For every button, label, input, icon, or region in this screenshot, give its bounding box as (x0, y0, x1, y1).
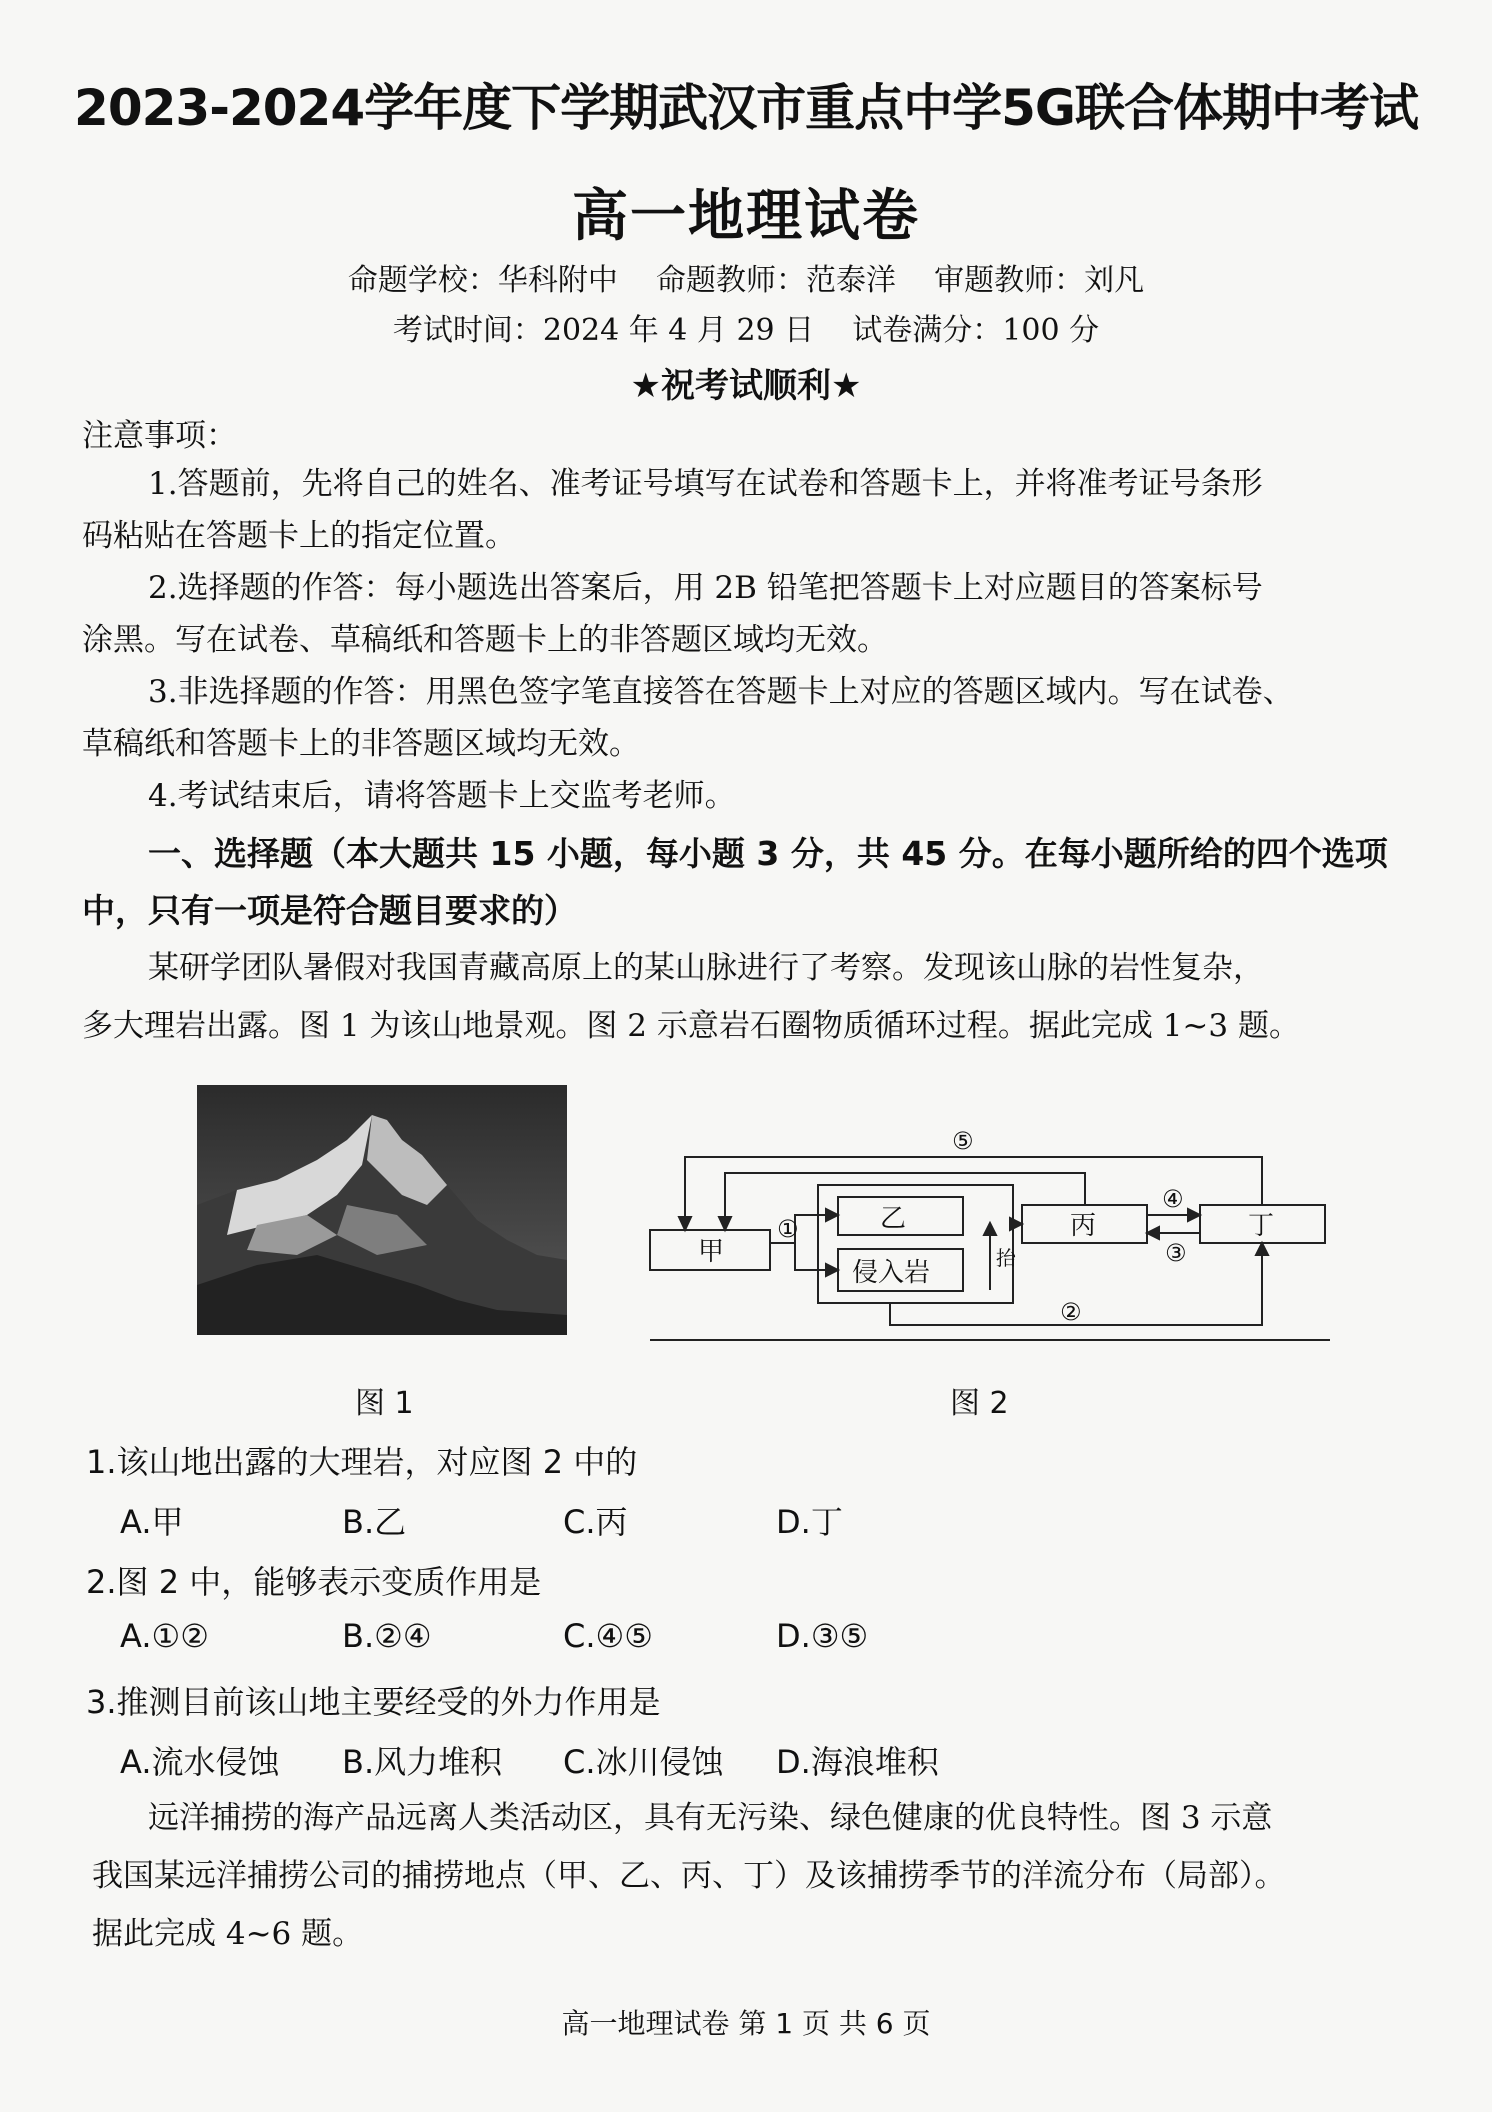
label-jia: 甲 (698, 1237, 725, 1267)
good-luck-banner: ★祝考试顺利★ (630, 366, 862, 406)
figure-2-caption: 图 2 (950, 1386, 1009, 1421)
notice-line: 2.选择题的作答：每小题选出答案后，用 2B 铅笔把答题卡上对应题目的答案标号 (148, 570, 1263, 606)
question-2-option-c[interactable]: C.④⑤ (563, 1617, 653, 1655)
notice-line: 4.考试结束后，请将答题卡上交监考老师。 (148, 778, 736, 814)
question-3-option-d[interactable]: D.海浪堆积 (776, 1743, 939, 1781)
passage-text: 远洋捕捞的海产品远离人类活动区，具有无污染、绿色健康的优良特性。图 3 示意 (148, 1800, 1273, 1836)
label-arrow-3: ③ (1165, 1239, 1187, 1267)
figure-1-caption: 图 1 (355, 1386, 414, 1421)
label-arrow-1: ① (777, 1215, 799, 1243)
rock-cycle-diagram (640, 1115, 1340, 1355)
paper-subtitle: 高一地理试卷 (572, 184, 920, 249)
label-bing: 丙 (1070, 1211, 1097, 1241)
question-1-option-c[interactable]: C.丙 (563, 1503, 628, 1541)
notice-line: 涂黑。写在试卷、草稿纸和答题卡上的非答题区域均无效。 (82, 622, 888, 658)
passage-text: 多大理岩出露。图 1 为该山地景观。图 2 示意岩石圈物质循环过程。据此完成 1~3 题。 (82, 1008, 1300, 1044)
passage-text: 我国某远洋捕捞公司的捕捞地点（甲、乙、丙、丁）及该捕捞季节的洋流分布（局部）。 (92, 1858, 1286, 1894)
question-1-option-b[interactable]: B.乙 (342, 1503, 407, 1541)
section-heading: 一、选择题（本大题共 15 小题，每小题 3 分，共 45 分。在每小题所给的四个选项 (148, 834, 1388, 873)
question-2-option-a[interactable]: A.①② (120, 1617, 209, 1655)
question-1-option-a[interactable]: A.甲 (120, 1503, 184, 1541)
label-arrow-2: ② (1060, 1298, 1082, 1326)
notice-line: 草稿纸和答题卡上的非答题区域均无效。 (82, 726, 640, 762)
label-ding: 丁 (1248, 1211, 1275, 1241)
question-3-option-c[interactable]: C.冰川侵蚀 (563, 1743, 724, 1781)
question-2-option-b[interactable]: B.②④ (342, 1617, 432, 1655)
notice-line: 1.答题前，先将自己的姓名、准考证号填写在试卷和答题卡上，并将准考证号条形 (148, 466, 1263, 502)
question-3-stem: 3.推测目前该山地主要经受的外力作用是 (86, 1683, 661, 1721)
question-2-stem: 2.图 2 中，能够表示变质作用是 (86, 1563, 542, 1601)
passage-text: 某研学团队暑假对我国青藏高原上的某山脉进行了考察。发现该山脉的岩性复杂， (148, 950, 1264, 986)
exam-info: 考试时间：2024 年 4 月 29 日 试卷满分：100 分 (392, 313, 1100, 348)
label-yi: 乙 (880, 1204, 907, 1234)
notice-line: 码粘贴在答题卡上的指定位置。 (82, 518, 516, 554)
question-3-option-b[interactable]: B.风力堆积 (342, 1743, 503, 1781)
passage-text: 据此完成 4~6 题。 (92, 1916, 364, 1952)
label-arrow-4: ④ (1162, 1185, 1184, 1213)
page-footer: 高一地理试卷 第 1 页 共 6 页 (561, 2007, 931, 2040)
label-arrow-5: ⑤ (952, 1127, 974, 1155)
notice-heading: 注意事项： (82, 418, 237, 454)
question-2-option-d[interactable]: D.③⑤ (776, 1617, 869, 1655)
author-info: 命题学校：华科附中 命题教师：范泰洋 审题教师：刘凡 (347, 263, 1145, 298)
exam-title: 2023-2024学年度下学期武汉市重点中学5G联合体期中考试 (74, 79, 1418, 137)
question-1-stem: 1.该山地出露的大理岩，对应图 2 中的 (86, 1443, 638, 1481)
mountain-photo (197, 1085, 567, 1335)
question-3-option-a[interactable]: A.流水侵蚀 (120, 1743, 280, 1781)
notice-line: 3.非选择题的作答：用黑色签字笔直接答在答题卡上对应的答题区域内。写在试卷、 (148, 674, 1294, 710)
section-heading-cont: 中，只有一项是符合题目要求的） (82, 891, 577, 930)
label-uplift: 抬 (996, 1246, 1016, 1270)
question-1-option-d[interactable]: D.丁 (776, 1503, 843, 1541)
label-intrusive: 侵入岩 (852, 1258, 931, 1288)
